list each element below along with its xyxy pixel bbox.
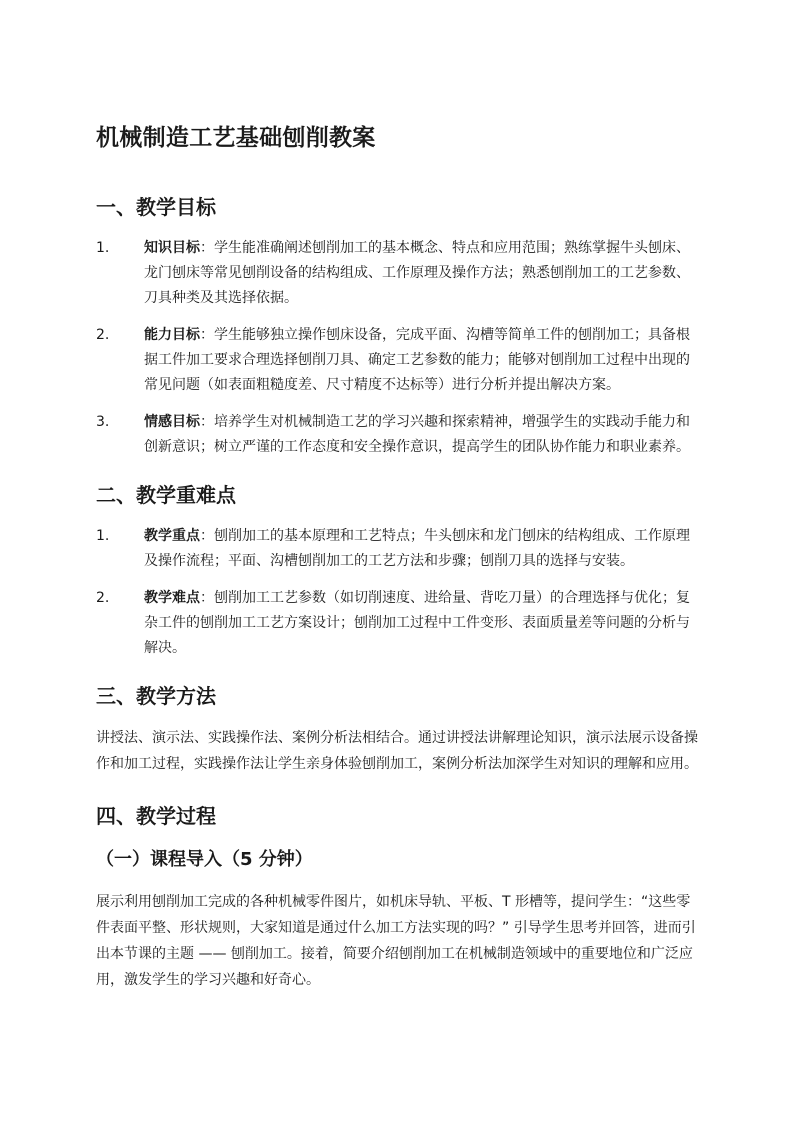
item-text: ：学生能准确阐述刨削加工的基本概念、特点和应用范围；熟练掌握牛头刨床、龙门刨床等常见刨削设备的结构组成、工作原理及操作方法；熟悉刨削加工的工艺参数、刀具种类及其选择依据。 (144, 240, 690, 306)
document-page (96, 118, 700, 1017)
section-heading-objectives: 一、教学目标 (96, 195, 216, 219)
item-lead: 教学难点 (144, 590, 200, 606)
subsection-heading-intro: （一）课程导入（5 分钟） (96, 849, 313, 870)
section-heading-key-points: 二、教学重难点 (96, 483, 236, 507)
section-heading-methods: 三、教学方法 (96, 684, 216, 708)
list-number: 2. (96, 327, 110, 343)
list-number: 1. (96, 528, 110, 544)
list-item (96, 323, 700, 398)
list-item (96, 236, 700, 311)
key-points-list (96, 524, 700, 661)
item-lead: 教学重点 (144, 528, 200, 544)
list-number: 2. (96, 590, 110, 606)
item-text: ：学生能够独立操作刨床设备，完成平面、沟槽等简单工件的刨削加工；具备根据工件加工要求合理选择刨削刀具、确定工艺参数的能力；能够对刨削加工过程中出现的常见问题（如表面粗糙度差、尺寸精度不达标等）进行分析并提出解决方案。 (144, 327, 690, 393)
intro-paragraph: 展示利用刨削加工完成的各种机械零件图片，如机床导轨、平板、T 形槽等，提问学生：“这些零件表面平整、形状规则，大家知道是通过什么加工方法实现的吗？” 引导学生思考并回答，进而引出本节课的主题 —— 刨削加工。接着，简要介绍刨削加工在机械制造领域中的重要地位和广泛应用，激发学生的学习兴趣和好奇心。 (96, 894, 696, 988)
item-text: ：培养学生对机械制造工艺的学习兴趣和探索精神，增强学生的实践动手能力和创新意识；树立严谨的工作态度和安全操作意识，提高学生的团队协作能力和职业素养。 (144, 414, 690, 455)
section-heading-process: 四、教学过程 (96, 804, 216, 828)
list-item (96, 410, 700, 460)
item-text: ：刨削加工工艺参数（如切削速度、进给量、背吃刀量）的合理选择与优化；复杂工件的刨削加工工艺方案设计；刨削加工过程中工件变形、表面质量差等问题的分析与解决。 (144, 590, 690, 656)
list-item (96, 586, 700, 661)
list-number: 1. (96, 240, 110, 256)
item-lead: 知识目标 (144, 240, 200, 256)
objectives-list (96, 236, 700, 460)
methods-paragraph: 讲授法、演示法、实践操作法、案例分析法相结合。通过讲授法讲解理论知识，演示法展示设备操作和加工过程，实践操作法让学生亲身体验刨削加工，案例分析法加深学生对知识的理解和应用。 (96, 730, 698, 772)
list-item (96, 524, 700, 574)
document-title: 机械制造工艺基础刨削教案 (96, 125, 376, 151)
item-lead: 情感目标 (144, 414, 200, 430)
item-text: ：刨削加工的基本原理和工艺特点；牛头刨床和龙门刨床的结构组成、工作原理及操作流程；平面、沟槽刨削加工的工艺方法和步骤；刨削刀具的选择与安装。 (144, 528, 690, 569)
list-number: 3. (96, 414, 110, 430)
item-lead: 能力目标 (144, 327, 200, 343)
